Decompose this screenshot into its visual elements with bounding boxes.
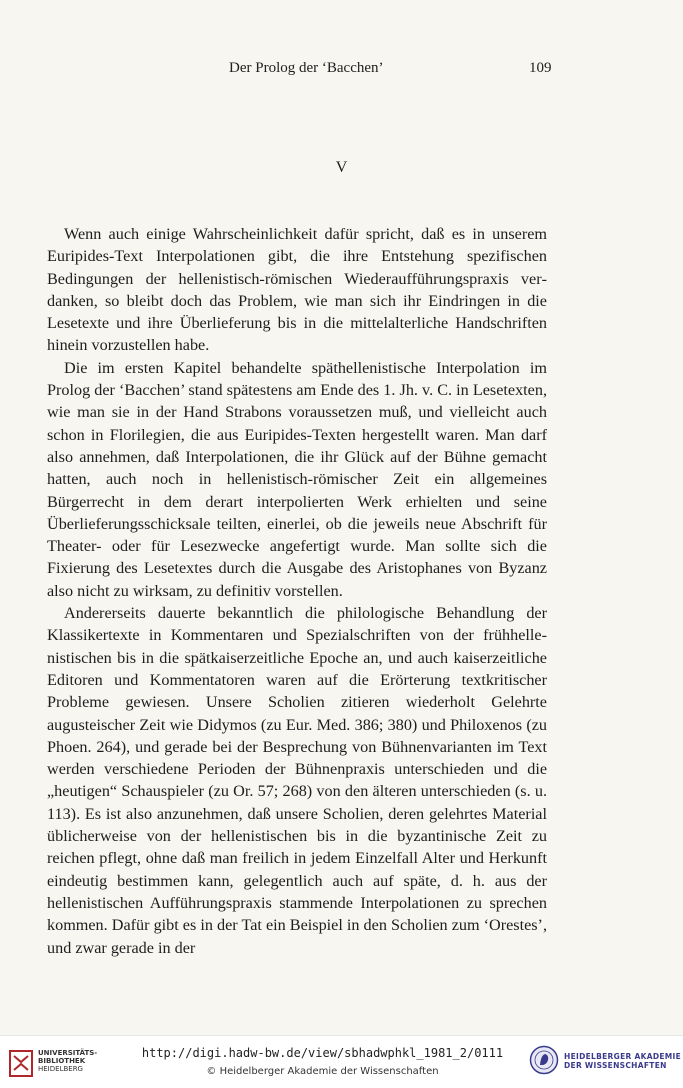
paragraph: Andererseits dauerte bekanntlich die philologische Behandlung der Klassikertexte in Kommentaren und Spezialschriften von der frühhellenistischen bis in die spätkaiserzeitliche Epoche an, und auch kaiserzeitliche Editoren und Kommentatoren waren auf die Erörterung textkritischer Probleme gewiesen. Unsere Scholien zitieren wiederholt Gelehrte augusteischer Zeit wie Didymos (zu Eur. Med. 386; 380) und Philoxenos (zu Phoen. 264), und gerade bei der Besprechung von Bühnenvarianten im Text werden verschiedene Perioden der Bühnenpraxis unterschieden und die „heutigen“ Schauspieler (zu Or. 57; 268) von den älteren unterschieden (s. u. 113). Es ist also anzunehmen, daß unsere Scholien, deren gelehrtes Material üblicherweise von der hellenistischen bis in die byzantinische Zeit zu reichen pflegt, ohne daß man freilich in jedem Einzelfall Alter und Herkunft eindeutig bestimmen kann, gelegentlich auch auf späte, d. h. aus der hellenistischen Aufführungspraxis stammende Interpolationen zu sprechen kommen. Dafür gibt es in der Tat ein Beispiel in den Scholien zum ‘Orestes’, und zwar gerade in der [47,604,547,957]
running-title: Der Prolog der ‘Bacchen’ [229,60,384,76]
body-text [47,223,547,959]
academy-seal-icon [529,1045,559,1075]
permalink-url[interactable]: http://digi.hadw-bw.de/view/sbhadwphkl_1981_2/0111 [141,1046,504,1060]
academy-name-line: HEIDELBERGER AKADEMIE [564,1052,682,1061]
library-name-line: HEIDELBERG [38,1065,83,1073]
academy-name-line: DER WISSENSCHAFTEN [564,1061,667,1070]
library-name-line: BIBLIOTHEK [38,1057,86,1065]
viewer-footer [0,1035,683,1088]
paragraph: Wenn auch einige Wahrscheinlichkeit dafür spricht, daß es in unserem Euripides-Text Interpolationen gibt, die ihre Entstehung spezifischen Bedingungen der hellenistisch-römischen Wiederaufführungspraxis verdanken, so bleibt doch das Problem, wie man sich ihr Eindringen in die Lesetexte und ihre Überlieferung bis in die mittelalterliche Handschriften hinein vorzustellen habe. [47,225,547,355]
university-library-logo-icon [8,1048,34,1078]
library-name-line: UNIVERSITÄTS- [38,1049,98,1057]
page-number: 109 [529,60,552,76]
academy-name [564,1052,681,1070]
library-name [38,1049,97,1073]
running-head [0,60,683,80]
copyright-notice: © Heidelberger Akademie der Wissenschaften [206,1066,439,1077]
paragraph: Die im ersten Kapitel behandelte späthellenistische Interpolation im Prolog der ‘Bacchen’ stand spätestens am Ende des 1. Jh. v. C. in Lesetexten, wie man sie in der Hand Strabons voraussetzen muß, und vielleicht auch schon in Florilegien, die aus Euripides-Texten hergestellt waren. Man darf also annehmen, daß Interpolationen, die ihr Glück auf der Bühne gemacht hatten, auch noch in hellenistisch-römischer Zeit ein allgemeines Bürgerrecht in dem derart interpolierten Werk erhielten und seine Überlieferungsschicksale teilten, einerlei, ob die jeweils neue Abschrift für Theater- oder für Lesezwecke angefertigt wurde. Man sollte sich die Fixierung des Lesetextes durch die Ausgabe des Aristophanes von Byzanz also nicht zu wirksam, zu definitiv vorstellen. [47,358,547,600]
section-numeral: V [335,159,348,176]
